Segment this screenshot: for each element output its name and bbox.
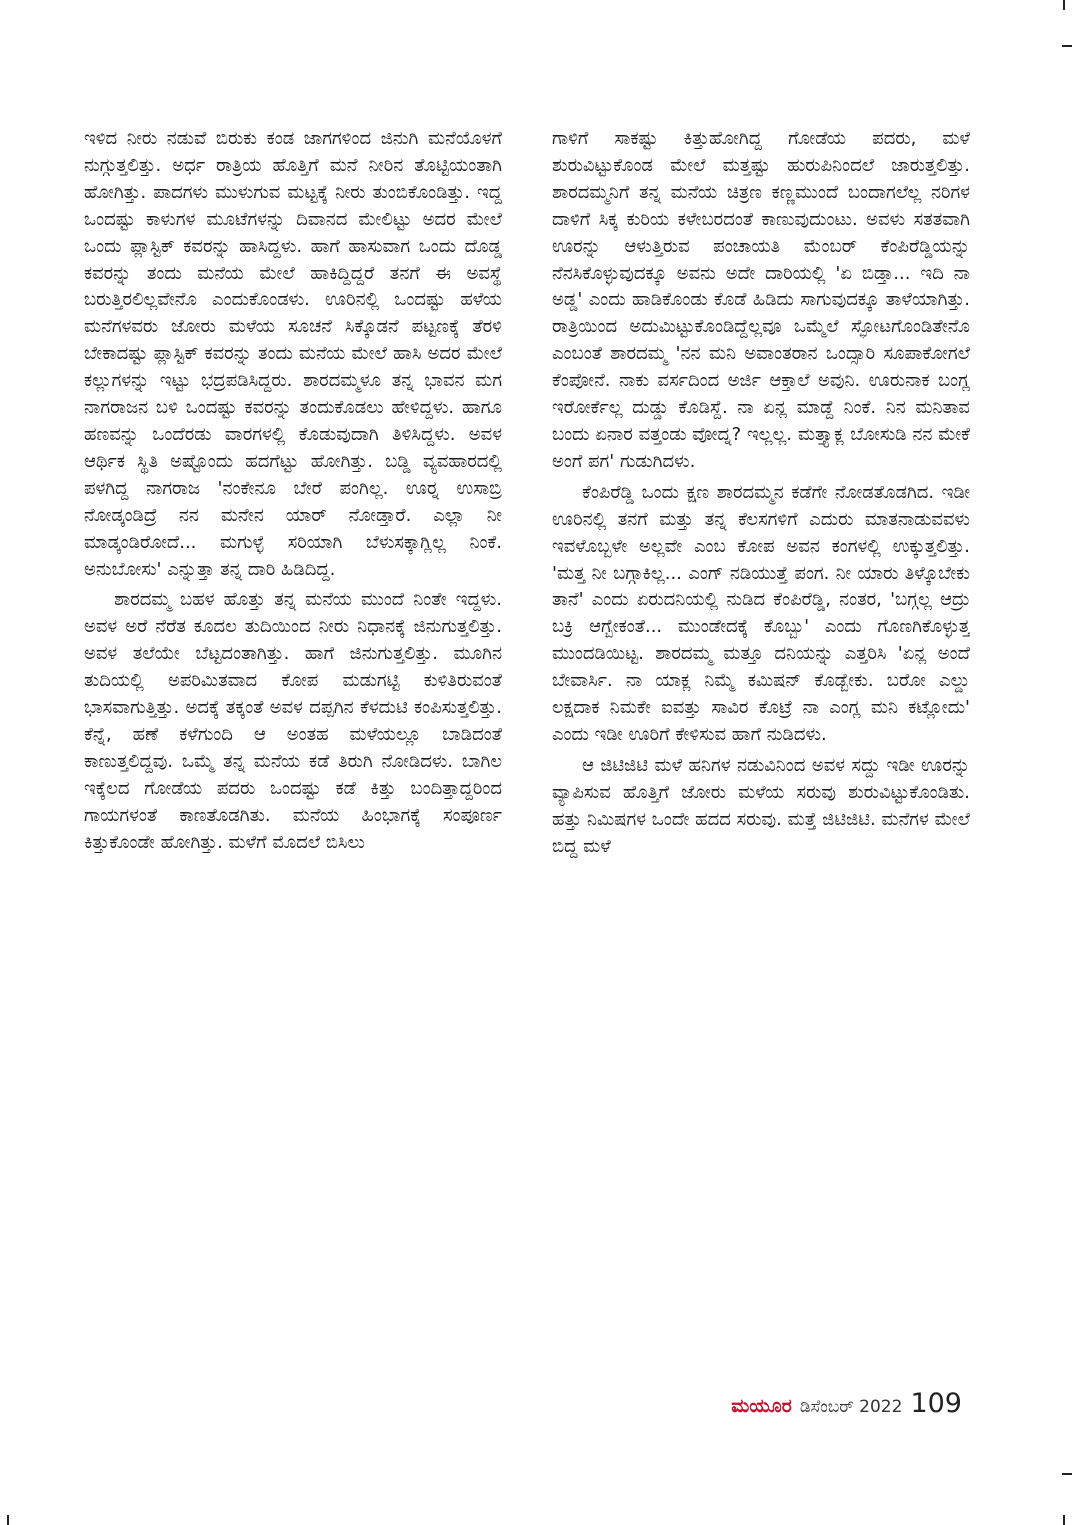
left-column bbox=[84, 126, 502, 1376]
magazine-name: ಮಯೂರ bbox=[731, 1395, 792, 1417]
crop-mark-bottom-left bbox=[7, 1515, 9, 1525]
paragraph: ಕೆಂಪಿರೆಡ್ಡಿ ಒಂದು ಕ್ಷಣ ಶಾರದಮ್ಮನ ಕಡೆಗೇ ನೋಡತೊಡಗಿದ. ಇಡೀ ಊರಿನಲ್ಲಿ ತನಗೆ ಮತ್ತು ತನ್ನ ಕೆಲಸಗಳಿಗೆ ಎದುರು ಮಾತನಾಡುವವಳು ಇವಳೊಬ್ಬಳೇ ಅಲ್ಲವೇ ಎಂಬ ಕೋಪ ಅವನ ಕಂಗಳಲ್ಲಿ ಉಕ್ಕುತ್ತಲಿತ್ತು. 'ಮತ್ತ ನೀ ಬಗ್ಗಾಕಿಲ್ಲ... ಎಂಗ್ ನಡಿಯುತ್ತೆ ಪಂಗ. ನೀ ಯಾರು ತಿಳ್ಕೊಬೇಕು ತಾನೆ' ಎಂದು ಏರುದನಿಯಲ್ಲಿ ನುಡಿದ ಕೆಂಪಿರೆಡ್ಡಿ, ನಂತರ, 'ಬಗ್ಗಲ್ಲ ಆದ್ರು ಬಕ್ರಿ ಆಗ್ಬೇಕಂತೆ... ಮುಂಡೇದಕ್ಕೆ ಕೊಬ್ಬು' ಎಂದು ಗೊಣಗಿಕೊಳ್ಳುತ್ತ ಮುಂದಡಿಯಿಟ್ಟ. ಶಾರದಮ್ಮ ಮತ್ತೂ ದನಿಯನ್ನು ಎತ್ತರಿಸಿ 'ಏನ್ಲ ಅಂದೆ ಬೇವಾರ್ಸಿ. ನಾ ಯಾಕ್ಲ ನಿಮ್ಮೆ ಕಮಿಷನ್ ಕೊಡ್ಬೇಕು. ಬರೋ ಎಲ್ಡು ಲಕ್ಷದಾಕ ನಿಮಕೇ ಐವತ್ತು ಸಾವಿರ ಕೊಟ್ರೆ ನಾ ಎಂಗ್ಲ ಮನಿ ಕಟ್ಲೋದು' ಎಂದು ಇಡೀ ಊರಿಗೆ ಕೇಳಿಸುವ ಹಾಗೆ ನುಡಿದಳು. bbox=[552, 481, 970, 745]
paragraph: ಆ ಜಿಟಿಜಿಟಿ ಮಳೆ ಹನಿಗಳ ನಡುವಿನಿಂದ ಅವಳ ಸದ್ದು ಇಡೀ ಊರನ್ನು ವ್ಯಾಪಿಸುವ ಹೊತ್ತಿಗೆ ಜೋರು ಮಳೆಯ ಸರುವು ಶುರುವಿಟ್ಟುಕೊಂಡಿತು. ಹತ್ತು ನಿಮಿಷಗಳ ಒಂದೇ ಹದದ ಸರುವು. ಮತ್ತೆ ಜಿಟಿಜಿಟಿ. ಮನೆಗಳ ಮೇಲೆ ಬಿದ್ದ ಮಳೆ bbox=[552, 754, 970, 857]
crop-mark-bottom-right bbox=[1063, 1515, 1065, 1525]
crop-mark-top bbox=[1063, 0, 1065, 10]
article-body bbox=[84, 126, 970, 1376]
paragraph: ಗಾಳಿಗೆ ಸಾಕಷ್ಟು ಕಿತ್ತುಹೋಗಿದ್ದ ಗೋಡೆಯ ಪದರು, ಮಳೆ ಶುರುವಿಟ್ಟುಕೊಂಡ ಮೇಲೆ ಮತ್ತಷ್ಟು ಹುರುಪಿನಿಂದಲೆ ಜಾರುತ್ತಲಿತ್ತು. ಶಾರದಮ್ಮನಿಗೆ ತನ್ನ ಮನೆಯ ಚಿತ್ರಣ ಕಣ್ಣಮುಂದೆ ಬಂದಾಗಲೆಲ್ಲ ನರಿಗಳ ದಾಳಿಗೆ ಸಿಕ್ಕ ಕುರಿಯ ಕಳೇಬರದಂತೆ ಕಾಣುವುದುಂಟು. ಅವಳು ಸತತವಾಗಿ ಊರನ್ನು ಆಳುತ್ತಿರುವ ಪಂಚಾಯತಿ ಮೆಂಬರ್ ಕೆಂಪಿರೆಡ್ಡಿಯನ್ನು ನೆನಸಿಕೊಳ್ಳುವುದಕ್ಕೂ ಅವನು ಅದೇ ದಾರಿಯಲ್ಲಿ 'ಏ ಬಿಡ್ತಾ... ಇದಿ ನಾ ಅಡ್ಡ' ಎಂದು ಹಾಡಿಕೊಂಡು ಕೊಡೆ ಹಿಡಿದು ಸಾಗುವುದಕ್ಕೂ ತಾಳೆಯಾಗಿತ್ತು. ರಾತ್ರಿಯಿಂದ ಅದುಮಿಟ್ಟುಕೊಂಡಿದ್ದೆಲ್ಲವೂ ಒಮ್ಮೆಲೆ ಸ್ಫೋಟಗೊಂಡಿತೇನೊ ಎಂಬಂತೆ ಶಾರದಮ್ಮ 'ನನ ಮನಿ ಅವಾಂತರಾನ ಒಂದ್ಸಾರಿ ಸೂಪಾಕೋಗಲೆ ಕೆಂಪೋನೆ. ನಾಕು ವರ್ಸದಿಂದ ಅರ್ಜಿ ಆಕ್ತಾಲೆ ಅವುನಿ. ಊರುನಾಕ ಬಂಗ್ಲ ಇರೋರ್ಕೆಲ್ಲ ದುಡ್ಡು ಕೊಡಿಸ್ದೆ. ನಾ ಏನ್ಲ ಮಾಡ್ದೆ ನಿಂಕೆ. ನಿನ ಮನಿತಾವ ಬಂದು ಏನಾರ ವತ್ತಂಡು ವೋದ್ನ? ಇಲ್ಲಲ್ಲ. ಮತ್ತ್ಯಾಕ್ಲ ಬೋಸುಡಿ ನನ ಮೇಕೆ ಅಂಗೆ ಪಗ' ಗುಡುಗಿದಳು. bbox=[552, 128, 970, 472]
page-footer bbox=[731, 1388, 962, 1428]
right-column bbox=[552, 126, 970, 1376]
crop-mark-right-top bbox=[1062, 45, 1072, 47]
paragraph: ಇಳಿದ ನೀರು ನಡುವೆ ಬಿರುಕು ಕಂಡ ಜಾಗಗಳಿಂದ ಜಿನುಗಿ ಮನೆಯೊಳಗೆ ನುಗ್ಗುತ್ತಲಿತ್ತು. ಅರ್ಧ ರಾತ್ರಿಯ ಹೊತ್ತಿಗೆ ಮನೆ ನೀರಿನ ತೊಟ್ಟಿಯಂತಾಗಿ ಹೋಗಿತ್ತು. ಪಾದಗಳು ಮುಳುಗುವ ಮಟ್ಟಕ್ಕೆ ನೀರು ತುಂಬಿಕೊಂಡಿತ್ತು. ಇದ್ದ ಒಂದಷ್ಟು ಕಾಳುಗಳ ಮೂಟೆಗಳನ್ನು ದಿವಾನದ ಮೇಲಿಟ್ಟು ಅದರ ಮೇಲೆ ಒಂದು ಪ್ಲಾಸ್ಟಿಕ್ ಕವರನ್ನು ಹಾಸಿದ್ದಳು. ಹಾಗೆ ಹಾಸುವಾಗ ಒಂದು ದೊಡ್ಡ ಕವರನ್ನು ತಂದು ಮನೆಯ ಮೇಲೆ ಹಾಕಿದ್ದಿದ್ದರೆ ತನಗೆ ಈ ಅವಸ್ಥೆ ಬರುತ್ತಿರಲಿಲ್ಲವೇನೊ ಎಂದುಕೊಂಡಳು. ಊರಿನಲ್ಲಿ ಒಂದಷ್ಟು ಹಳೆಯ ಮನೆಗಳವರು ಜೋರು ಮಳೆಯ ಸೂಚನೆ ಸಿಕ್ಕೊಡನೆ ಪಟ್ಟಣಕ್ಕೆ ತೆರಳಿ ಬೇಕಾದಷ್ಟು ಪ್ಲಾಸ್ಟಿಕ್ ಕವರನ್ನು ತಂದು ಮನೆಯ ಮೇಲೆ ಹಾಸಿ ಅದರ ಮೇಲೆ ಕಲ್ಲುಗಳನ್ನು ಇಟ್ಟು ಭದ್ರಪಡಿಸಿದ್ದರು. ಶಾರದಮ್ಮಳೂ ತನ್ನ ಭಾವನ ಮಗ ನಾಗರಾಜನ ಬಳಿ ಒಂದಷ್ಟು ಕವರನ್ನು ತಂದುಕೊಡಲು ಹೇಳಿದ್ದಳು. ಹಾಗೂ ಹಣವನ್ನು ಒಂದೆರಡು ವಾರಗಳಲ್ಲಿ ಕೊಡುವುದಾಗಿ ತಿಳಿಸಿದ್ದಳು. ಅವಳ ಆರ್ಥಿಕ ಸ್ಥಿತಿ ಅಷ್ಟೊಂದು ಹದಗೆಟ್ಟು ಹೋಗಿತ್ತು. ಬಡ್ಡಿ ವ್ಯವಹಾರದಲ್ಲಿ ಪಳಗಿದ್ದ ನಾಗರಾಜ 'ನಂಕೇನೂ ಬೇರೆ ಪಂಗಿಲ್ಲ. ಊರ್‍ನ ಉಸಾಬ್ರಿ ನೋಡ್ಕಂಡಿದ್ರೆ ನನ ಮನೇನ ಯಾರ್ ನೋಡ್ತಾರೆ. ಎಲ್ಲಾ ನೀ ಮಾಡ್ಕಂಡಿರೋದೆ... ಮಗುಳ್ಳೆ ಸರಿಯಾಗಿ ಬೆಳುಸಕ್ಕಾಗ್ಲಿಲ್ಲ ನಿಂಕೆ. ಅನುಬೋಸು' ಎನ್ನುತ್ತಾ ತನ್ನ ದಾರಿ ಹಿಡಿದಿದ್ದ. bbox=[84, 128, 502, 580]
crop-mark-right-bottom bbox=[1062, 1473, 1072, 1475]
paragraph: ಶಾರದಮ್ಮ ಬಹಳ ಹೊತ್ತು ತನ್ನ ಮನೆಯ ಮುಂದೆ ನಿಂತೇ ಇದ್ದಳು. ಅವಳ ಅರೆ ನೆರೆತ ಕೂದಲ ತುದಿಯಿಂದ ನೀರು ನಿಧಾನಕ್ಕೆ ಜಿನುಗುತ್ತಲಿತ್ತು. ಅವಳ ತಲೆಯೇ ಬೆಟ್ಟದಂತಾಗಿತ್ತು. ಹಾಗೆ ಜಿನುಗುತ್ತಲಿತ್ತು. ಮೂಗಿನ ತುದಿಯಲ್ಲಿ ಅಪರಿಮಿತವಾದ ಕೋಪ ಮಡುಗಟ್ಟಿ ಕುಳಿತಿರುವಂತೆ ಭಾಸವಾಗುತ್ತಿತ್ತು. ಅದಕ್ಕೆ ತಕ್ಕಂತೆ ಅವಳ ದಪ್ಪಗಿನ ಕೆಳದುಟಿ ಕಂಪಿಸುತ್ತಲಿತ್ತು. ಕೆನ್ನೆ, ಹಣೆ ಕಳೆಗುಂದಿ ಆ ಅಂತಹ ಮಳೆಯಲ್ಲೂ ಬಾಡಿದಂತೆ ಕಾಣುತ್ತಲಿದ್ದವು. ಒಮ್ಮೆ ತನ್ನ ಮನೆಯ ಕಡೆ ತಿರುಗಿ ನೋಡಿದಳು. ಬಾಗಿಲ ಇಕ್ಕೆಲದ ಗೋಡೆಯ ಪದರು ಒಂದಷ್ಟು ಕಡೆ ಕಿತ್ತು ಬಂದಿತ್ತಾದ್ದರಿಂದ ಗಾಯಗಳಂತೆ ಕಾಣತೊಡಗಿತು. ಮನೆಯ ಹಿಂಭಾಗಕ್ಕೆ ಸಂಪೂರ್ಣ ಕಿತ್ತುಕೊಂಡೇ ಹೋಗಿತ್ತು. ಮಳೆಗೆ ಮೊದಲೆ ಬಿಸಿಲು bbox=[84, 589, 502, 853]
page-number: 109 bbox=[910, 1388, 962, 1419]
issue-date: ಡಿಸೆಂಬರ್ 2022 bbox=[799, 1397, 903, 1417]
